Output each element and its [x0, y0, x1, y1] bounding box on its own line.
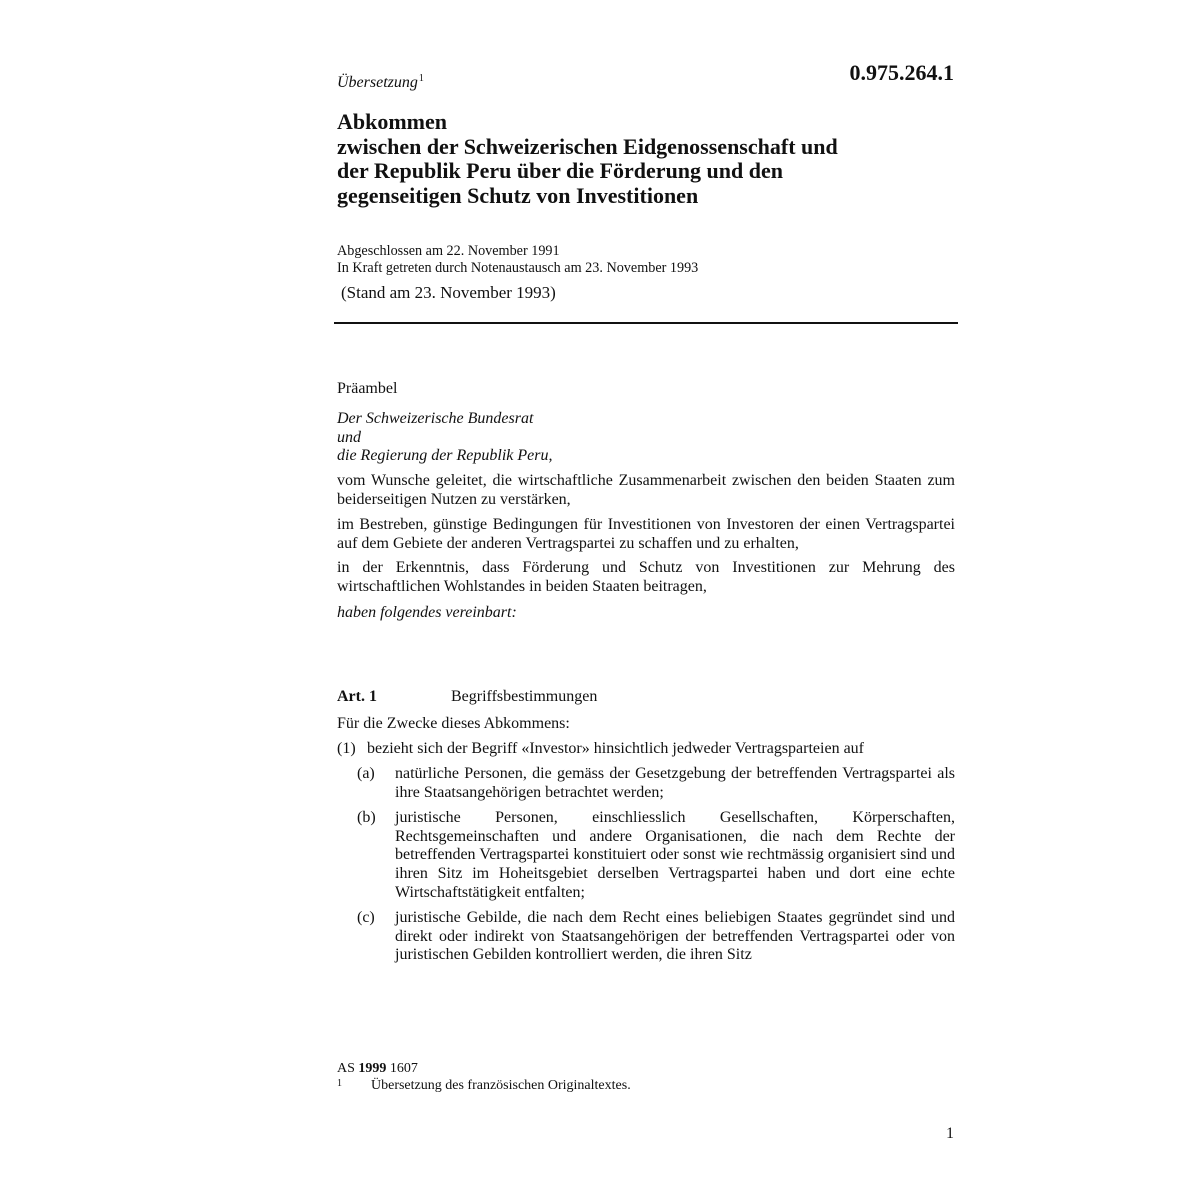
article-item [337, 740, 955, 759]
document-title [337, 110, 957, 208]
article-title: Begriffsbestimmungen [451, 687, 598, 705]
article-heading [337, 688, 955, 707]
subitem-label: (b) [357, 808, 376, 826]
document-body [337, 380, 955, 965]
preamble-paragraph: im Bestreben, günstige Bedingungen für Investitionen von Investoren der einen Vertragspartei auf dem Gebiete der anderen Vertragspartei zu schaffen und zu erhalten, [337, 515, 955, 552]
title-line: zwischen der Schweizerischen Eidgenossenschaft und [337, 133, 838, 159]
footnote-text: Übersetzung des französischen Originaltextes. [371, 1078, 631, 1093]
footnote-mark: 1 [337, 1078, 342, 1089]
official-collection-ref: AS 1999 1607 [337, 1061, 418, 1076]
document-meta [337, 243, 698, 277]
article-subitem [337, 765, 955, 803]
preamble-heading: Präambel [337, 380, 398, 397]
article-subitem [337, 909, 955, 965]
item-text: bezieht sich der Begriff «Investor» hinsichtlich jedweder Vertragsparteien auf [367, 740, 865, 758]
party-line: und [337, 428, 361, 446]
preamble-paragraph: vom Wunsche geleitet, die wirtschaftliche Zusammenarbeit zwischen den beiden Staaten zum beiderseitigen Nutzen zu verstärken, [337, 472, 955, 508]
sr-number: 0.975.264.1 [849, 60, 954, 85]
in-force-date: In Kraft getreten durch Notenaustausch am 23. November 1993 [337, 260, 699, 276]
title-line: gegenseitigen Schutz von Investitionen [337, 182, 699, 208]
item-label: (1) [337, 740, 356, 758]
page-number: 1 [946, 1125, 954, 1142]
subitem-label: (c) [357, 908, 375, 926]
footnote-reference[interactable]: 1 [418, 73, 424, 84]
article-number: Art. 1 [337, 687, 377, 705]
article-intro: Für die Zwecke dieses Abkommens: [337, 714, 570, 732]
subitem-text: juristische Gebilde, die nach dem Recht eines beliebigen Staates gegründet sind und direkt oder indirekt von Staatsangehörigen der betreffenden Vertragspartei oder von juristischen Gebilden kontrolliert werden, die ihren Sitz [395, 908, 955, 964]
translation-label: Übersetzung$^1$ [337, 73, 424, 91]
preamble-parties [337, 410, 955, 466]
article-subitem [337, 809, 955, 903]
footnote [337, 1077, 631, 1094]
subitem-text: juristische Personen, einschliesslich Gesellschaften, Körperschaften, Rechtsgemeinschaften und andere Organisationen, die nach dem Rechte der betreffenden Vertragspartei konstituiert oder sonst wie rechtmässig organisiert sind und ihren Sitz im Hoheitsgebiet derselben Vertragspartei haben und dort eine echte Wirtschaftstätigkeit entfalten; [395, 808, 955, 901]
preamble-paragraph: in der Erkenntnis, dass Förderung und Schutz von Investitionen zur Mehrung des wirtschaftlichen Wohlstandes in beiden Staaten beitragen, [337, 559, 955, 596]
preamble-closing: haben folgendes vereinbart: [337, 603, 517, 621]
subitem-label: (a) [357, 765, 375, 783]
footnotes [337, 1060, 631, 1094]
subitem-text: natürliche Personen, die gemäss der Gesetzgebung der betreffenden Vertragspartei als ihre Staatsangehörigen betrachtet werden; [395, 765, 955, 801]
party-line: Der Schweizerische Bundesrat [337, 409, 534, 427]
party-line: die Regierung der Republik Peru, [337, 447, 553, 465]
title-line: Abkommen [337, 109, 448, 134]
title-line: der Republik Peru über die Förderung und den [337, 158, 783, 183]
status-date: (Stand am 23. November 1993) [341, 283, 556, 302]
concluded-date: Abgeschlossen am 22. November 1991 [337, 243, 560, 259]
header-divider [334, 322, 958, 324]
